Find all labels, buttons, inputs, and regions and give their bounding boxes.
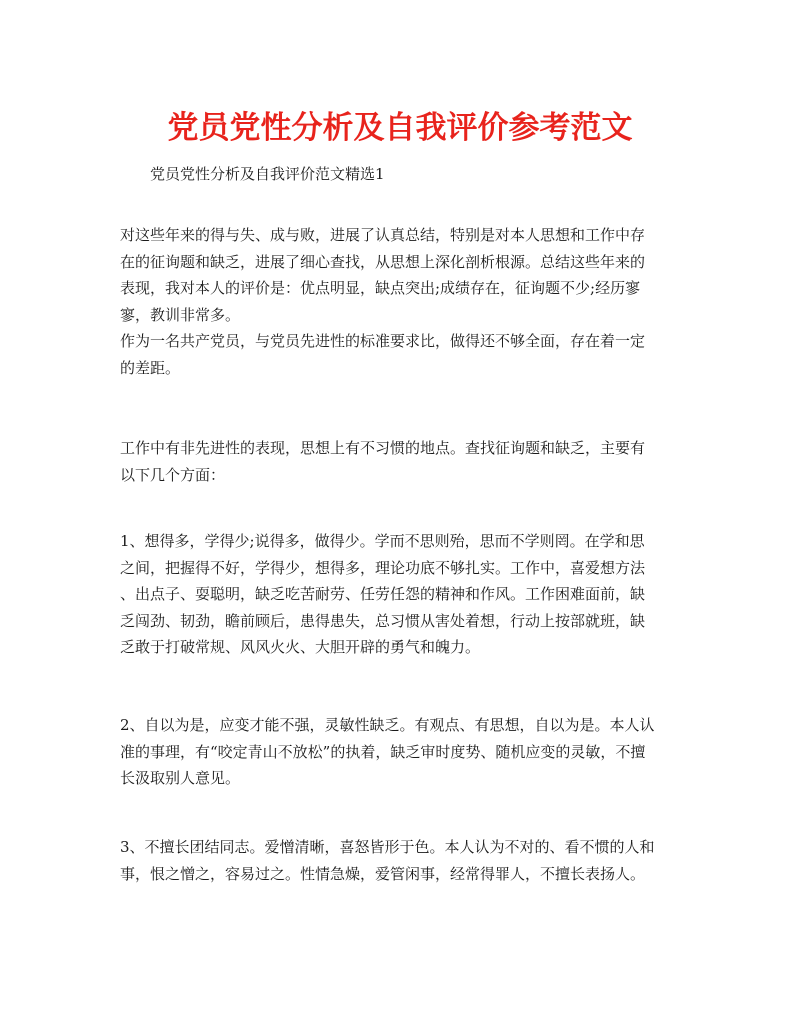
paragraph-line: 对这些年来的得与失、成与败，进展了认真总结，特别是对本人思想和工作中存 [120,226,646,244]
paragraph-line: 、出点子、耍聪明，缺乏吃苦耐劳、任劳任怨的精神和作风。工作困难面前，缺 [120,585,646,603]
paragraph-line: 之间，把握得不好，学得少，想得多，理论功底不够扎实。工作中，喜爱想方法 [120,558,646,577]
paragraph-line: 乏敢于打破常规、风风火火、大胆开辟的勇气和魄力。 [120,638,481,656]
paragraph-line: 乏闯劲、韧劲，瞻前顾后，患得患失，总习惯从害处着想，行动上按部就班，缺 [120,611,646,630]
paragraph-line: 表现，我对本人的评价是：优点明显，缺点突出;成绩存在，征询题不少;经历寥 [120,279,641,297]
paragraph-line: 寥，教训非常多。 [120,305,241,324]
paragraph-line: 作为一名共产党员，与党员先进性的标准要求比，做得还不够全面，存在着一定 [120,332,646,350]
paragraph-5 [120,834,682,887]
paragraph-line: 的差距。 [120,358,181,377]
document-title: 党员党性分析及自我评价参考范文 [167,110,633,146]
paragraph-line: 在的征询题和缺乏，进展了细心查找，从思想上深化剖析根源。总结这些年来的 [120,252,646,271]
paragraph-line: 2、自以为是，应变才能不强，灵敏性缺乏。有观点、有思想，自以为是。本人认 [120,716,655,734]
paragraph-line: 1、想得多，学得少;说得多，做得少。学而不思则殆，思而不学则罔。在学和思 [120,532,645,550]
paragraph-line: 工作中有非先进性的表现，思想上有不习惯的地点。查找征询题和缺乏，主要有 [120,439,646,457]
paragraph-1 [120,222,682,381]
paragraph-2 [120,435,682,488]
paragraph-line: 3、不擅长团结同志。爱憎清晰，喜怒皆形于色。本人认为不对的、看不惯的人和 [120,838,655,856]
paragraph-line: 长汲取别人意见。 [120,769,241,787]
paragraph-line: 准的事理，有“咬定青山不放松”的执着，缺乏审时度势、随机应变的灵敏，不擅 [120,742,646,761]
paragraph-3 [120,528,682,661]
document-subtitle: 党员党性分析及自我评价范文精选1 [150,165,385,183]
paragraph-line: 事，恨之憎之，容易过之。性情急燥，爱管闲事，经常得罪人，不擅长表扬人。 [120,864,646,883]
paragraph-4 [120,712,682,792]
paragraph-line: 以下几个方面： [120,465,226,484]
